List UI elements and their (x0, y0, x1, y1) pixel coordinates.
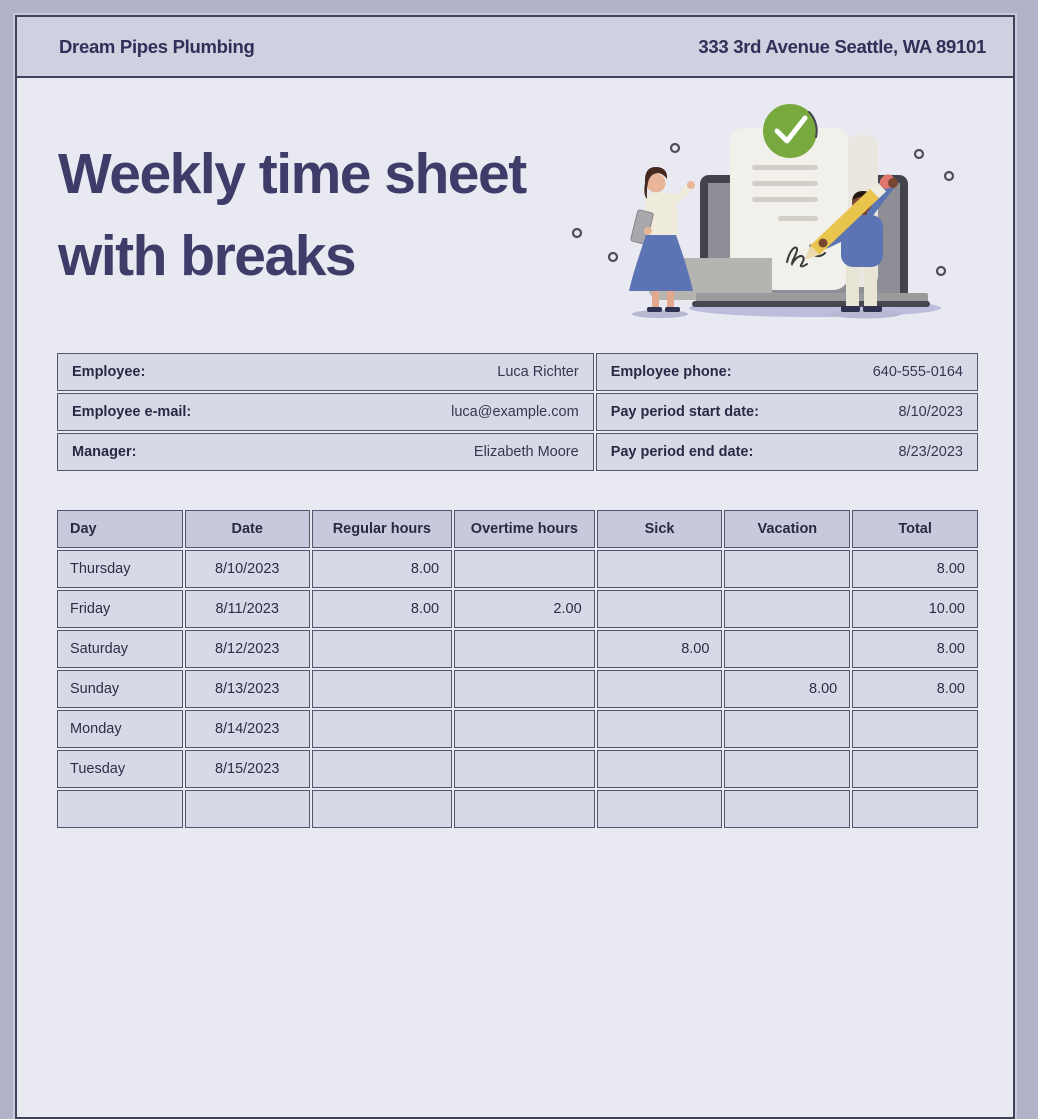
cell-overtime-hours[interactable] (454, 670, 595, 708)
cell-day: Tuesday (57, 750, 183, 788)
cell-day (57, 790, 183, 828)
cell-day: Saturday (57, 630, 183, 668)
column-header-vacation: Vacation (724, 510, 850, 548)
column-header-sick: Sick (597, 510, 723, 548)
cell-day: Thursday (57, 550, 183, 588)
cell-total (852, 750, 978, 788)
column-header-regular-hours: Regular hours (312, 510, 453, 548)
info-label: Pay period end date: (610, 444, 754, 460)
cell-regular-hours[interactable] (312, 630, 453, 668)
timesheet-row (57, 750, 978, 788)
cell-date: 8/14/2023 (185, 710, 310, 748)
cell-regular-hours[interactable]: 8.00 (312, 550, 453, 588)
info-label: Employee: (72, 364, 146, 380)
cell-vacation[interactable] (724, 630, 850, 668)
info-field-employee-phone[interactable] (596, 353, 978, 391)
cell-date: 8/13/2023 (185, 670, 310, 708)
page-header-band (17, 17, 1013, 78)
page-title (58, 133, 526, 297)
info-label: Pay period start date: (610, 404, 759, 420)
info-field-manager[interactable] (57, 433, 594, 471)
column-header-overtime-hours: Overtime hours (454, 510, 595, 548)
info-value[interactable]: Elizabeth Moore (473, 444, 579, 460)
man-hand (819, 239, 828, 248)
cell-vacation[interactable] (724, 750, 850, 788)
cell-day: Monday (57, 710, 183, 748)
cell-date: 8/12/2023 (185, 630, 310, 668)
info-row (57, 433, 978, 471)
timesheet-page (15, 15, 1015, 1119)
info-label: Employee phone: (610, 364, 732, 380)
cell-sick[interactable] (597, 670, 723, 708)
cell-date: 8/11/2023 (185, 590, 310, 628)
info-value[interactable]: 8/23/2023 (898, 444, 963, 460)
header-row (57, 510, 978, 548)
cell-vacation[interactable]: 8.00 (724, 670, 850, 708)
info-field-pay-period-end[interactable] (596, 433, 978, 471)
cell-overtime-hours[interactable] (454, 790, 595, 828)
approval-check-icon (763, 104, 817, 158)
info-row (57, 393, 978, 431)
cell-vacation[interactable] (724, 710, 850, 748)
cell-regular-hours[interactable] (312, 750, 453, 788)
info-label: Employee e-mail: (72, 404, 192, 420)
cell-overtime-hours[interactable] (454, 750, 595, 788)
info-row (57, 353, 978, 391)
cell-vacation[interactable] (724, 590, 850, 628)
cell-regular-hours[interactable] (312, 710, 453, 748)
info-value[interactable]: luca@example.com (451, 404, 579, 420)
timesheet-row (57, 630, 978, 668)
cell-sick[interactable] (597, 790, 723, 828)
cell-total: 8.00 (852, 670, 978, 708)
cell-vacation[interactable] (724, 550, 850, 588)
man-hand (888, 178, 898, 188)
cell-regular-hours[interactable]: 8.00 (312, 590, 453, 628)
cell-sick[interactable] (597, 710, 723, 748)
cell-overtime-hours[interactable]: 2.00 (454, 590, 595, 628)
cell-overtime-hours[interactable] (454, 630, 595, 668)
column-header-total: Total (852, 510, 978, 548)
cell-total: 8.00 (852, 550, 978, 588)
cell-vacation[interactable] (724, 790, 850, 828)
column-header-date: Date (185, 510, 310, 548)
cell-total (852, 710, 978, 748)
cell-date: 8/10/2023 (185, 550, 310, 588)
cell-total: 8.00 (852, 630, 978, 668)
cell-sick[interactable] (597, 750, 723, 788)
cell-day: Friday (57, 590, 183, 628)
cell-overtime-hours[interactable] (454, 550, 595, 588)
info-value[interactable]: 640-555-0164 (872, 364, 963, 380)
timesheet-row-partial (57, 790, 978, 828)
cell-total: 10.00 (852, 590, 978, 628)
info-value[interactable]: 8/10/2023 (898, 404, 963, 420)
cell-sick[interactable]: 8.00 (597, 630, 723, 668)
info-field-employee-email[interactable] (57, 393, 594, 431)
timesheet-row (57, 710, 978, 748)
timesheet-approval-illustration (560, 95, 990, 325)
info-field-pay-period-start[interactable] (596, 393, 978, 431)
weekly-hours-table (55, 508, 980, 830)
timesheet-row (57, 590, 978, 628)
cell-regular-hours[interactable] (312, 670, 453, 708)
cell-date: 8/15/2023 (185, 750, 310, 788)
timesheet-row (57, 550, 978, 588)
cell-regular-hours[interactable] (312, 790, 453, 828)
cell-date (185, 790, 310, 828)
timesheet-row (57, 670, 978, 708)
page-title-line2: with breaks (58, 224, 356, 288)
cell-sick[interactable] (597, 590, 723, 628)
laptop-base (692, 293, 930, 307)
cell-day: Sunday (57, 670, 183, 708)
employee-info-table (55, 351, 980, 473)
cell-sick[interactable] (597, 550, 723, 588)
column-header-day: Day (57, 510, 183, 548)
cell-total (852, 790, 978, 828)
company-address: 333 3rd Avenue Seattle, WA 89101 (698, 35, 986, 57)
info-label: Manager: (72, 444, 137, 460)
info-field-employee[interactable] (57, 353, 594, 391)
company-name: Dream Pipes Plumbing (59, 35, 255, 57)
cell-overtime-hours[interactable] (454, 710, 595, 748)
page-title-line1: Weekly time sheet (58, 142, 526, 206)
info-value[interactable]: Luca Richter (497, 364, 579, 380)
